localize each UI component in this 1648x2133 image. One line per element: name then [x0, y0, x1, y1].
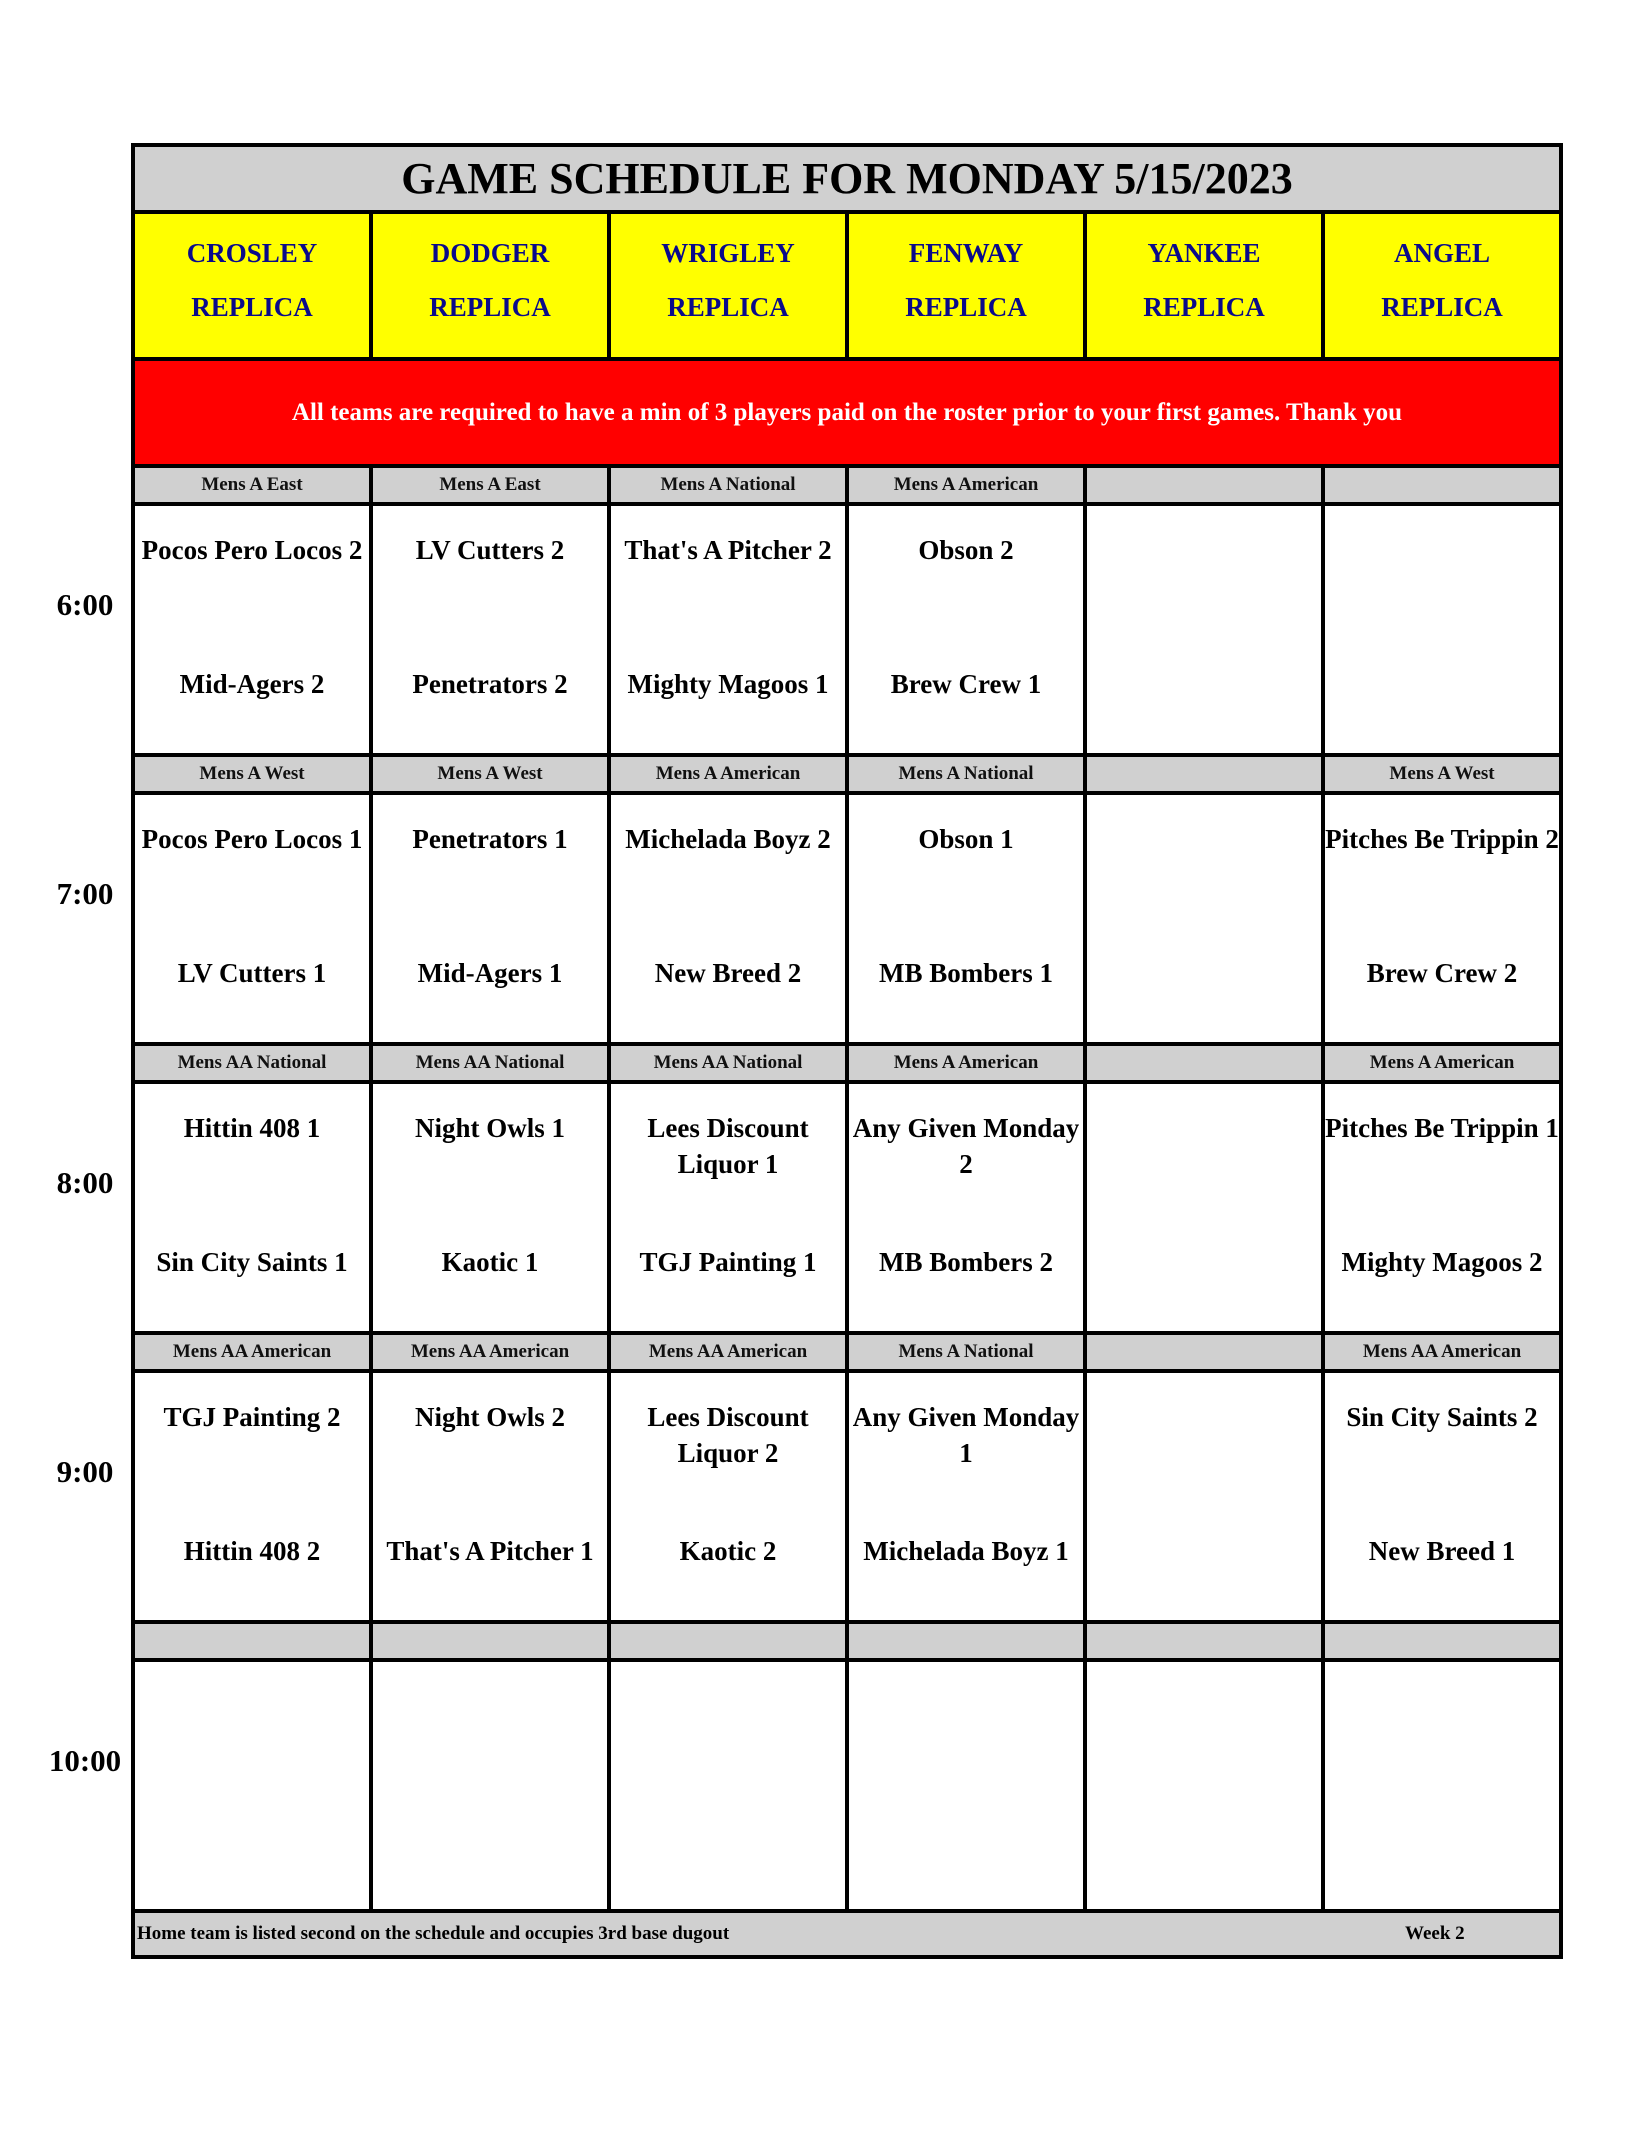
- field-header: [849, 214, 1087, 357]
- field-header-row: [135, 214, 1559, 361]
- schedule-sheet: [131, 143, 1563, 1959]
- game-cell: [1325, 1373, 1559, 1620]
- field-header: [1325, 214, 1559, 357]
- game-cell: [135, 1373, 373, 1620]
- division-row: [135, 757, 1559, 795]
- schedule-body: [135, 468, 1559, 1913]
- away-team: LV Cutters 2: [415, 535, 565, 565]
- division-label: Mens A American: [849, 1046, 1087, 1080]
- field-name: YANKEE: [1147, 238, 1261, 268]
- field-name: WRIGLEY: [661, 238, 795, 268]
- field-name: DODGER: [430, 238, 550, 268]
- home-team: Kaotic 2: [679, 1536, 777, 1566]
- home-team: New Breed 2: [654, 958, 802, 988]
- footer-note: Home team is listed second on the schedule and occupies 3rd base dugout: [137, 1923, 730, 1944]
- away-team: Sin City Saints 2: [1346, 1402, 1538, 1432]
- field-sub: REPLICA: [1381, 292, 1503, 322]
- division-label: Mens AA American: [373, 1335, 611, 1369]
- away-team: That's A Pitcher 2: [624, 535, 832, 565]
- game-cell: [135, 506, 373, 753]
- away-team: Night Owls 1: [414, 1113, 566, 1143]
- game-cell: [135, 795, 373, 1042]
- game-cell: [1087, 1373, 1325, 1620]
- home-team: Michelada Boyz 1: [863, 1536, 1069, 1566]
- field-name: ANGEL: [1393, 238, 1491, 268]
- field-sub: REPLICA: [1143, 292, 1265, 322]
- away-team: Lees Discount Liquor 2: [647, 1402, 809, 1468]
- division-label: [1325, 1624, 1559, 1658]
- home-team: Penetrators 2: [412, 669, 568, 699]
- game-cell: [1087, 1662, 1325, 1909]
- field-sub: REPLICA: [905, 292, 1027, 322]
- division-row: [135, 468, 1559, 506]
- field-name: CROSLEY: [186, 238, 318, 268]
- away-team: TGJ Painting 2: [163, 1402, 341, 1432]
- home-team: Brew Crew 1: [890, 669, 1042, 699]
- home-team: That's A Pitcher 1: [386, 1536, 594, 1566]
- home-team: Mid-Agers 1: [417, 958, 563, 988]
- division-label: Mens AA American: [135, 1335, 373, 1369]
- game-row: [135, 1373, 1559, 1624]
- field-sub: REPLICA: [191, 292, 313, 322]
- time-label: 9:00: [56, 1454, 114, 1489]
- game-cell: [373, 1373, 611, 1620]
- division-label: [135, 1624, 373, 1658]
- game-cell: [1087, 506, 1325, 753]
- field-header: [611, 214, 849, 357]
- away-team: Lees Discount Liquor 1: [647, 1113, 809, 1179]
- away-team: Any Given Monday 2: [852, 1113, 1080, 1179]
- home-team: Mighty Magoos 2: [1341, 1247, 1543, 1277]
- division-label: Mens A National: [611, 468, 849, 502]
- home-team: Kaotic 1: [441, 1247, 539, 1277]
- game-cell: [611, 1662, 849, 1909]
- away-team: Obson 2: [918, 535, 1014, 565]
- division-label: Mens A National: [849, 1335, 1087, 1369]
- division-label: Mens AA National: [373, 1046, 611, 1080]
- division-label: Mens A American: [1369, 1052, 1515, 1073]
- game-cell: [611, 795, 849, 1042]
- home-team: Mighty Magoos 1: [627, 669, 829, 699]
- field-sub: REPLICA: [429, 292, 551, 322]
- division-label: Mens A West: [1389, 763, 1495, 784]
- game-cell: [849, 506, 1087, 753]
- notice-banner: All teams are required to have a min of 3 players paid on the roster prior to your first games. Thank you: [135, 361, 1559, 468]
- division-label: Mens A East: [373, 468, 611, 502]
- division-label: [1087, 468, 1325, 502]
- game-cell: [611, 1373, 849, 1620]
- division-label: [611, 1624, 849, 1658]
- game-cell: [849, 1084, 1087, 1331]
- home-team: MB Bombers 1: [879, 958, 1053, 988]
- away-team: Michelada Boyz 2: [625, 824, 831, 854]
- home-team: Hittin 408 2: [183, 1536, 321, 1566]
- home-team: Sin City Saints 1: [156, 1247, 348, 1277]
- division-label: [1087, 1046, 1325, 1080]
- away-team: Pitches Be Trippin 1: [1325, 1113, 1559, 1143]
- game-cell: [849, 1662, 1087, 1909]
- away-team: Pocos Pero Locos 1: [141, 824, 363, 854]
- home-team: Mid-Agers 2: [179, 669, 325, 699]
- division-row: [135, 1335, 1559, 1373]
- game-cell: [1325, 1662, 1559, 1909]
- field-name: FENWAY: [908, 238, 1024, 268]
- field-sub: REPLICA: [667, 292, 789, 322]
- field-header: [135, 214, 373, 357]
- division-label: Mens A West: [373, 757, 611, 791]
- home-team: LV Cutters 1: [177, 958, 327, 988]
- game-row: [135, 795, 1559, 1046]
- away-team: Hittin 408 1: [183, 1113, 321, 1143]
- home-team: TGJ Painting 1: [639, 1247, 817, 1277]
- division-label: Mens AA American: [611, 1335, 849, 1369]
- game-row: [135, 506, 1559, 757]
- time-label: 10:00: [48, 1743, 122, 1778]
- away-team: Pocos Pero Locos 2: [141, 535, 363, 565]
- division-label: Mens AA National: [611, 1046, 849, 1080]
- game-cell: [611, 1084, 849, 1331]
- field-header: [1087, 214, 1325, 357]
- division-label: Mens A National: [849, 757, 1087, 791]
- home-team: Brew Crew 2: [1366, 958, 1518, 988]
- week-label: Week 2: [1405, 1923, 1465, 1944]
- page-title: GAME SCHEDULE FOR MONDAY 5/15/2023: [135, 147, 1559, 214]
- division-label: [373, 1624, 611, 1658]
- division-label: Mens A East: [135, 468, 373, 502]
- away-team: Pitches Be Trippin 2: [1325, 824, 1559, 854]
- game-cell: [1325, 506, 1559, 753]
- time-label: 7:00: [56, 876, 114, 911]
- game-cell: [373, 1084, 611, 1331]
- away-team: Penetrators 1: [412, 824, 568, 854]
- field-header: [373, 214, 611, 357]
- division-row: [135, 1624, 1559, 1662]
- division-label: Mens A American: [849, 468, 1087, 502]
- division-label: Mens A West: [135, 757, 373, 791]
- division-label: [849, 1624, 1087, 1658]
- game-cell: [1087, 1084, 1325, 1331]
- game-cell: [373, 1662, 611, 1909]
- division-row: [135, 1046, 1559, 1084]
- home-team: MB Bombers 2: [879, 1247, 1053, 1277]
- division-label: [1087, 1335, 1325, 1369]
- division-label: [1087, 757, 1325, 791]
- game-cell: [849, 795, 1087, 1042]
- game-row: [135, 1084, 1559, 1335]
- game-cell: [1325, 1084, 1559, 1331]
- away-team: Any Given Monday 1: [852, 1402, 1080, 1468]
- division-label: [1087, 1624, 1325, 1658]
- division-label: [1325, 468, 1559, 502]
- division-label: Mens AA American: [1362, 1341, 1522, 1362]
- game-cell: [1325, 795, 1559, 1042]
- game-cell: [1087, 795, 1325, 1042]
- game-cell: [135, 1662, 373, 1909]
- game-cell: [373, 795, 611, 1042]
- game-cell: [373, 506, 611, 753]
- away-team: Obson 1: [918, 824, 1014, 854]
- time-label: 8:00: [56, 1165, 114, 1200]
- game-cell: [611, 506, 849, 753]
- footer-bar: [135, 1913, 1559, 1955]
- game-cell: [135, 1084, 373, 1331]
- division-label: Mens AA National: [135, 1046, 373, 1080]
- home-team: New Breed 1: [1368, 1536, 1516, 1566]
- division-label: Mens A American: [611, 757, 849, 791]
- game-row: [135, 1662, 1559, 1913]
- game-cell: [849, 1373, 1087, 1620]
- away-team: Night Owls 2: [414, 1402, 566, 1432]
- time-label: 6:00: [56, 587, 114, 622]
